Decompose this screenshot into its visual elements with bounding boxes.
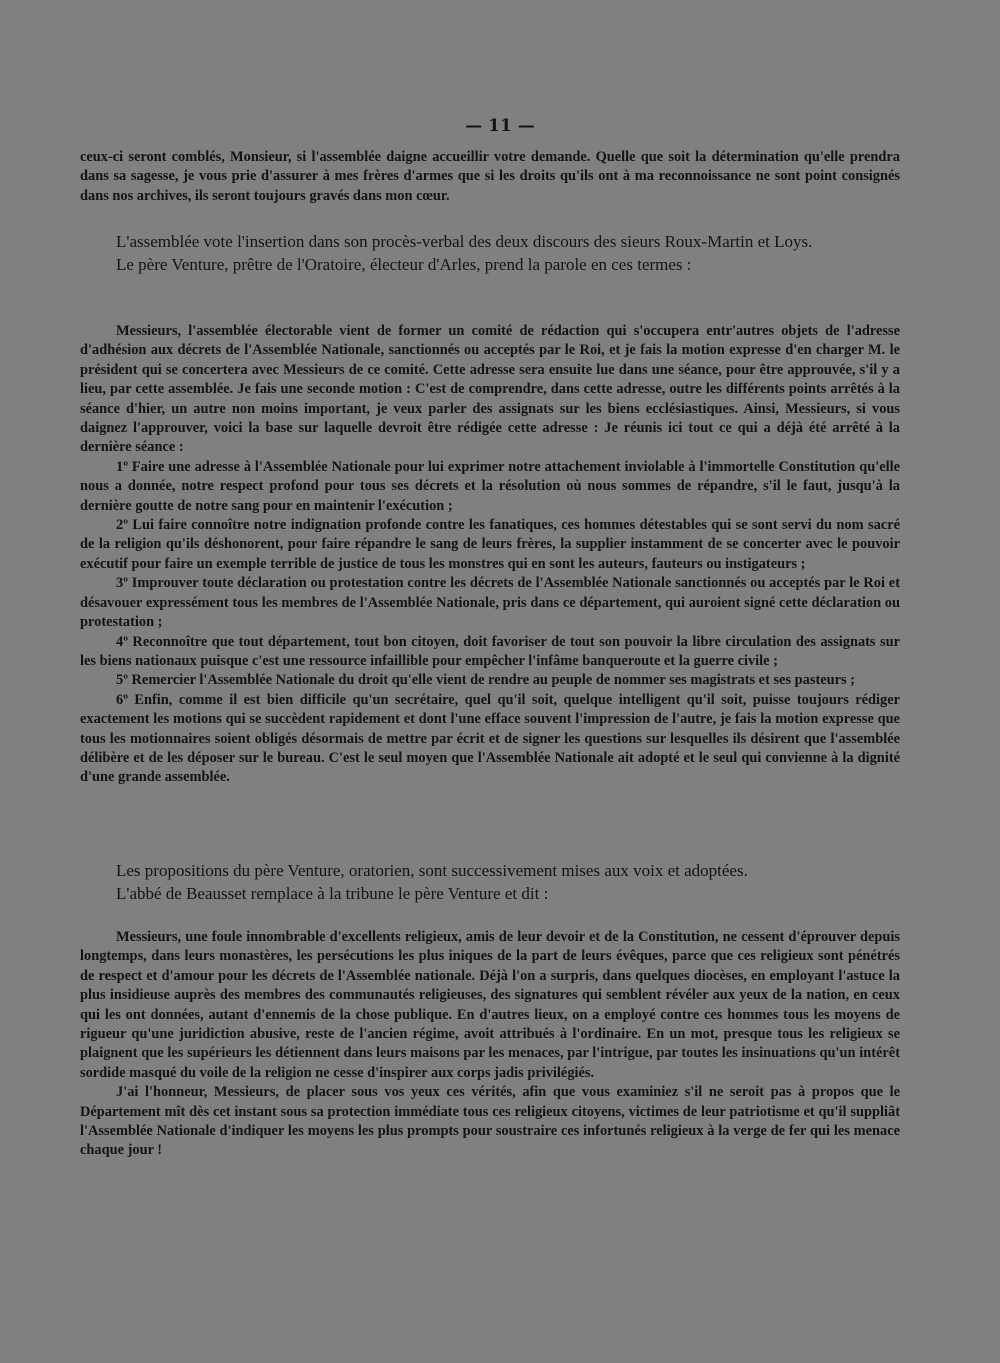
narrative-section-1 <box>80 231 900 276</box>
paragraph: Le père Venture, prêtre de l'Oratoire, électeur d'Arles, prend la parole en ces termes : <box>116 254 692 274</box>
motion-item: 1º Faire une adresse à l'Assemblée Nationale pour lui exprimer notre attachement inviolable à l'immortelle Constitution qu'elle nous a donnée, notre respect profond pour tous ses décrets et la résolution où nous sommes de répandre, s'il le faut, jusqu'à la dernière goutte de notre sang pour en maintenir l'exécution ; <box>80 458 900 514</box>
paragraph: Messieurs, l'assemblée électorable vient de former un comité de rédaction qui s'occupera entr'autres objets de l'adresse d'adhésion aux décrets de l'Assemblée Nationale, sanctionnés ou acceptés par le Roi, et je fais la motion expresse d'en charger M. le président qui se concertera avec Messieurs de ce comité. Cette adresse sera ensuite lue dans une séance, pour être approuvée, s'il y a lieu, par cette assemblée. Je fais une seconde motion : C'est de comprendre, dans cette adresse, outre les différents points arrêtés à la séance d'hier, un autre non moins important, je veux parler des assignats sur les biens ecclésiastiques. Ainsi, Messieurs, si vous daignez l'approuver, voici la base sur laquelle devroit être rédigée cette adresse : Je réunis ici tout ce qui a déjà été arrêté à la dernière séance : <box>80 323 900 456</box>
speech-venture <box>80 322 900 788</box>
motion-item: 3º Improuver toute déclaration ou protestation contre les décrets de l'Assemblée Nationale sanctionnés ou acceptés par le Roi et désavouer expressément tous les membres de l'Assemblée Nationale, pris dans ce département, qui auroient signé cette déclaration ou protestation ; <box>80 575 900 631</box>
motion-item: 2º Lui faire connoître notre indignation profonde contre les fanatiques, ces hommes détestables qui se sont servi du nom sacré de la religion qu'ils déshonorent, pour faire répandre le sang de leurs frères, la supplier instamment de se concerter avec le pouvoir exécutif pour faire un exemple terrible de justice de tous les monstres qui en sont les auteurs, fauteurs ou instigateurs ; <box>80 517 900 572</box>
motion-item: 6º Enfin, comme il est bien difficile qu'un secrétaire, quel qu'il soit, quelque intelligent qu'il soit, puisse toujours rédiger exactement les motions qui se succèdent rapidement et dont l'une efface souvent l'impression de l'autre, je fais la motion expresse que tous les motionnaires soient obligés désormais de mettre par écrit et de signer les questions sur lesquelles ils désirent que l'assemblée délibère et de les déposer sur le bureau. C'est le seul moyen que l'Assemblée Nationale ait adopté et le seul qui convienne à la dignité d'une grande assemblée. <box>80 691 900 786</box>
paragraph: ceux-ci seront comblés, Monsieur, si l'assemblée daigne accueillir votre demande. Quelle que soit la détermination qu'elle prendra dans sa sagesse, je vous prie d'assurer à mes frères d'armes que si les droits qu'ils ont à ma reconnoissance ne sont point consignés dans nos archives, ils seront toujours gravés dans mon cœur. <box>80 149 900 204</box>
paragraph: J'ai l'honneur, Messieurs, de placer sous vos yeux ces vérités, afin que vous examiniez s'il ne seroit pas à propos que le Département mît dès cet instant sous sa protection immédiate tous ces religieux citoyens, victimes de leur patriotisme et qu'il suppliât l'Assemblée Nationale d'indiquer les moyens les plus prompts pour soustraire ces infortunés religieux à la verge de fer qui les menace chaque jour ! <box>80 1084 900 1159</box>
motion-item: 5º Remercier l'Assemblée Nationale du droit qu'elle vient de rendre au peuple de nommer ses magistrats et ses pasteurs ; <box>116 672 856 689</box>
narrative-section-2 <box>80 860 900 905</box>
letter-continuation <box>80 148 900 206</box>
paragraph: L'abbé de Beausset remplace à la tribune le père Venture et dit : <box>116 883 549 903</box>
motion-item: 4º Reconnoître que tout département, tout bon citoyen, doit favoriser de tout son pouvoir la libre circulation des assignats sur les biens nationaux puisque c'est une ressource infaillible pour empêcher l'infâme banqueroute et la guerre civile ; <box>80 633 900 669</box>
speech-beausset <box>80 928 900 1161</box>
page-number: — 11 — <box>465 116 535 136</box>
paragraph: Les propositions du père Venture, oratorien, sont successivement mises aux voix et adoptées. <box>116 861 748 880</box>
paragraph: L'assemblée vote l'insertion dans son procès-verbal des deux discours des sieurs Roux-Martin et Loys. <box>116 232 813 251</box>
paragraph: Messieurs, une foule innombrable d'excellents religieux, amis de leur devoir et de la Constitution, ne cessent d'éprouver depuis longtemps, dans leurs monastères, les persécutions les plus iniques de la part de leurs évêques, parce que ces religieux sont pénétrés de respect et d'amour pour les décrets de l'Assemblée nationale. Déjà l'on a surpris, dans quelques diocèses, en employant l'astuce la plus insidieuse auprès des membres des communautés religieuses, des signatures qui semblent révéler aux yeux de la nation, en ceux qui les ont données, autant d'ennemis de la chose publique. En d'autres lieux, on a employé contre ces hommes tous les moyens de rigueur qu'une juridiction abusive, reste de l'ancien régime, avoit attribués à l'ordinaire. En un mot, presque tous les religieux se plaignent que les supérieurs les détiennent dans leurs maisons par les menaces, par l'intrigue, par toutes les insinuations qu'un intérêt sordide masqué du voile de la religion ne cesse d'inspirer aux corps jadis privilégiés. <box>80 929 900 1081</box>
